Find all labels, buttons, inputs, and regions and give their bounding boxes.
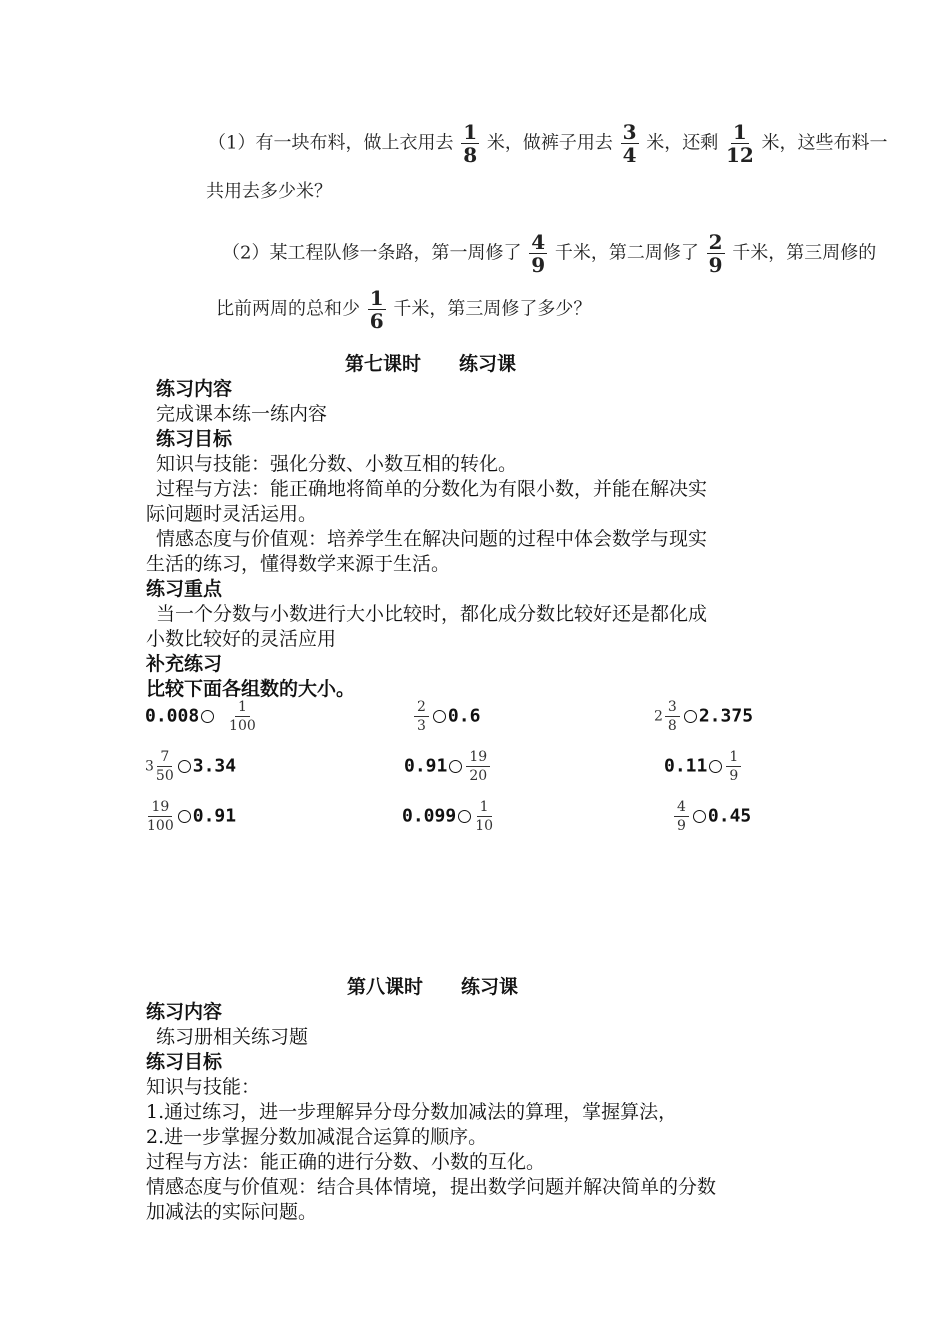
lesson-7-goal-heading: 练习目标	[156, 428, 233, 450]
lesson-8-content-heading: 练习内容	[146, 1001, 223, 1023]
lesson-8-title: 第八课时 练习课	[347, 976, 519, 998]
compare-item: 2 $\frac{3}{8}$ 2.375	[654, 699, 754, 734]
lesson-8-item-1: 1.通过练习，进一步理解异分母分数加减法的算理，掌握算法，	[146, 1101, 678, 1123]
lesson-7-compare-heading: 比较下面各组数的大小。	[146, 678, 356, 700]
fraction: $\frac{1}{10}$	[475, 799, 494, 834]
fraction: $\frac{1}{6}$	[369, 286, 384, 333]
compare-item: 0.11 $\frac{1}{9}$	[664, 750, 743, 783]
lesson-8-goal-process: 过程与方法：能正确的进行分数、小数的互化。	[146, 1151, 546, 1173]
lesson-8-goal-knowledge: 知识与技能：	[146, 1076, 261, 1098]
compare-item: 0.099 $\frac{1}{10}$	[402, 799, 494, 834]
compare-circle[interactable]	[693, 810, 706, 823]
lesson-7-title: 第七课时 练习课	[345, 353, 517, 375]
fraction: $\frac{19}{100}$	[147, 799, 174, 834]
fraction: $\frac{19}{20}$	[466, 750, 490, 783]
compare-item: $\frac{4}{9}$ 0.45	[672, 800, 751, 833]
lesson-7-content-text: 完成课本练一练内容	[156, 403, 328, 425]
problem-1-line-2: 共用去多少米？	[206, 181, 332, 202]
problem-2-line-1: （2）某工程队修一条路，第一周修了 $\frac{4}{9}$ 千米，第二周修了 $\frac{2}{9}$ 千米，第三周修的	[222, 230, 877, 277]
compare-circle[interactable]	[178, 810, 191, 823]
compare-circle[interactable]	[709, 760, 722, 773]
fraction: $\frac{7}{50}$	[155, 749, 174, 784]
fraction: $\frac{3}{8}$	[665, 700, 680, 733]
compare-circle[interactable]	[684, 710, 697, 723]
fraction: $\frac{1}{8}$	[463, 120, 478, 167]
compare-circle[interactable]	[449, 760, 462, 773]
problem-1-line-1: （1）有一块布料，做上衣用去 $\frac{1}{8}$ 米，做裤子用去 $\frac{3}{4}$ 米，还剩 $\frac{1}{12}$ 米，这些布料一	[208, 120, 888, 167]
lesson-8-content-text: 练习册相关练习题	[156, 1026, 309, 1048]
lesson-8-goal-heading: 练习目标	[146, 1051, 223, 1073]
compare-circle[interactable]	[458, 810, 471, 823]
compare-item: 0.91 $\frac{19}{20}$	[404, 750, 492, 783]
lesson-7-goal-knowledge: 知识与技能：强化分数、小数互相的转化。	[156, 453, 518, 475]
problem-2-line-2: 比前两周的总和少 $\frac{1}{6}$ 千米，第三周修了多少？	[216, 286, 592, 333]
fraction: $\frac{2}{9}$	[708, 230, 723, 277]
lesson-7-goal-process-1: 过程与方法：能正确地将简单的分数化为有限小数，并能在解决实	[156, 478, 708, 500]
fraction: $\frac{3}{4}$	[622, 120, 637, 167]
fraction: $\frac{2}{3}$	[414, 700, 429, 733]
lesson-7-focus-text-2: 小数比较好的灵活应用	[146, 628, 337, 650]
fraction: $\frac{4}{9}$	[531, 230, 546, 277]
fraction: $\frac{1}{9}$	[726, 750, 741, 783]
lesson-7-focus-text-1: 当一个分数与小数进行大小比较时，都化成分数比较好还是都化成	[156, 603, 708, 625]
fraction: $\frac{4}{9}$	[674, 800, 689, 833]
compare-circle[interactable]	[201, 710, 214, 723]
fraction: $\frac{1}{100}$	[229, 699, 256, 734]
compare-item: 0.008 $\frac{1}{100}$	[145, 699, 256, 734]
compare-item: $\frac{2}{3}$ 0.6	[412, 700, 480, 733]
compare-item: $\frac{19}{100}$ 0.91	[147, 799, 237, 834]
lesson-7-goal-process-2: 际问题时灵活运用。	[146, 503, 318, 525]
lesson-8-item-2: 2.进一步掌握分数加减混合运算的顺序。	[146, 1126, 488, 1148]
compare-circle[interactable]	[433, 710, 446, 723]
compare-item: 3 $\frac{7}{50}$ 3.34	[145, 749, 237, 784]
lesson-8-goal-emotion-2: 加减法的实际问题。	[146, 1201, 318, 1223]
lesson-8-goal-emotion-1: 情感态度与价值观：结合具体情境，提出数学问题并解决简单的分数	[146, 1176, 717, 1198]
lesson-7-extra-heading: 补充练习	[146, 653, 223, 675]
lesson-7-focus-heading: 练习重点	[146, 578, 223, 600]
compare-circle[interactable]	[178, 760, 191, 773]
lesson-7-content-heading: 练习内容	[156, 378, 233, 400]
lesson-7-goal-emotion-1: 情感态度与价值观：培养学生在解决问题的过程中体会数学与现实	[156, 528, 708, 550]
lesson-7-goal-emotion-2: 生活的练习，懂得数学来源于生活。	[146, 553, 451, 575]
fraction: $\frac{1}{12}$	[725, 120, 754, 167]
